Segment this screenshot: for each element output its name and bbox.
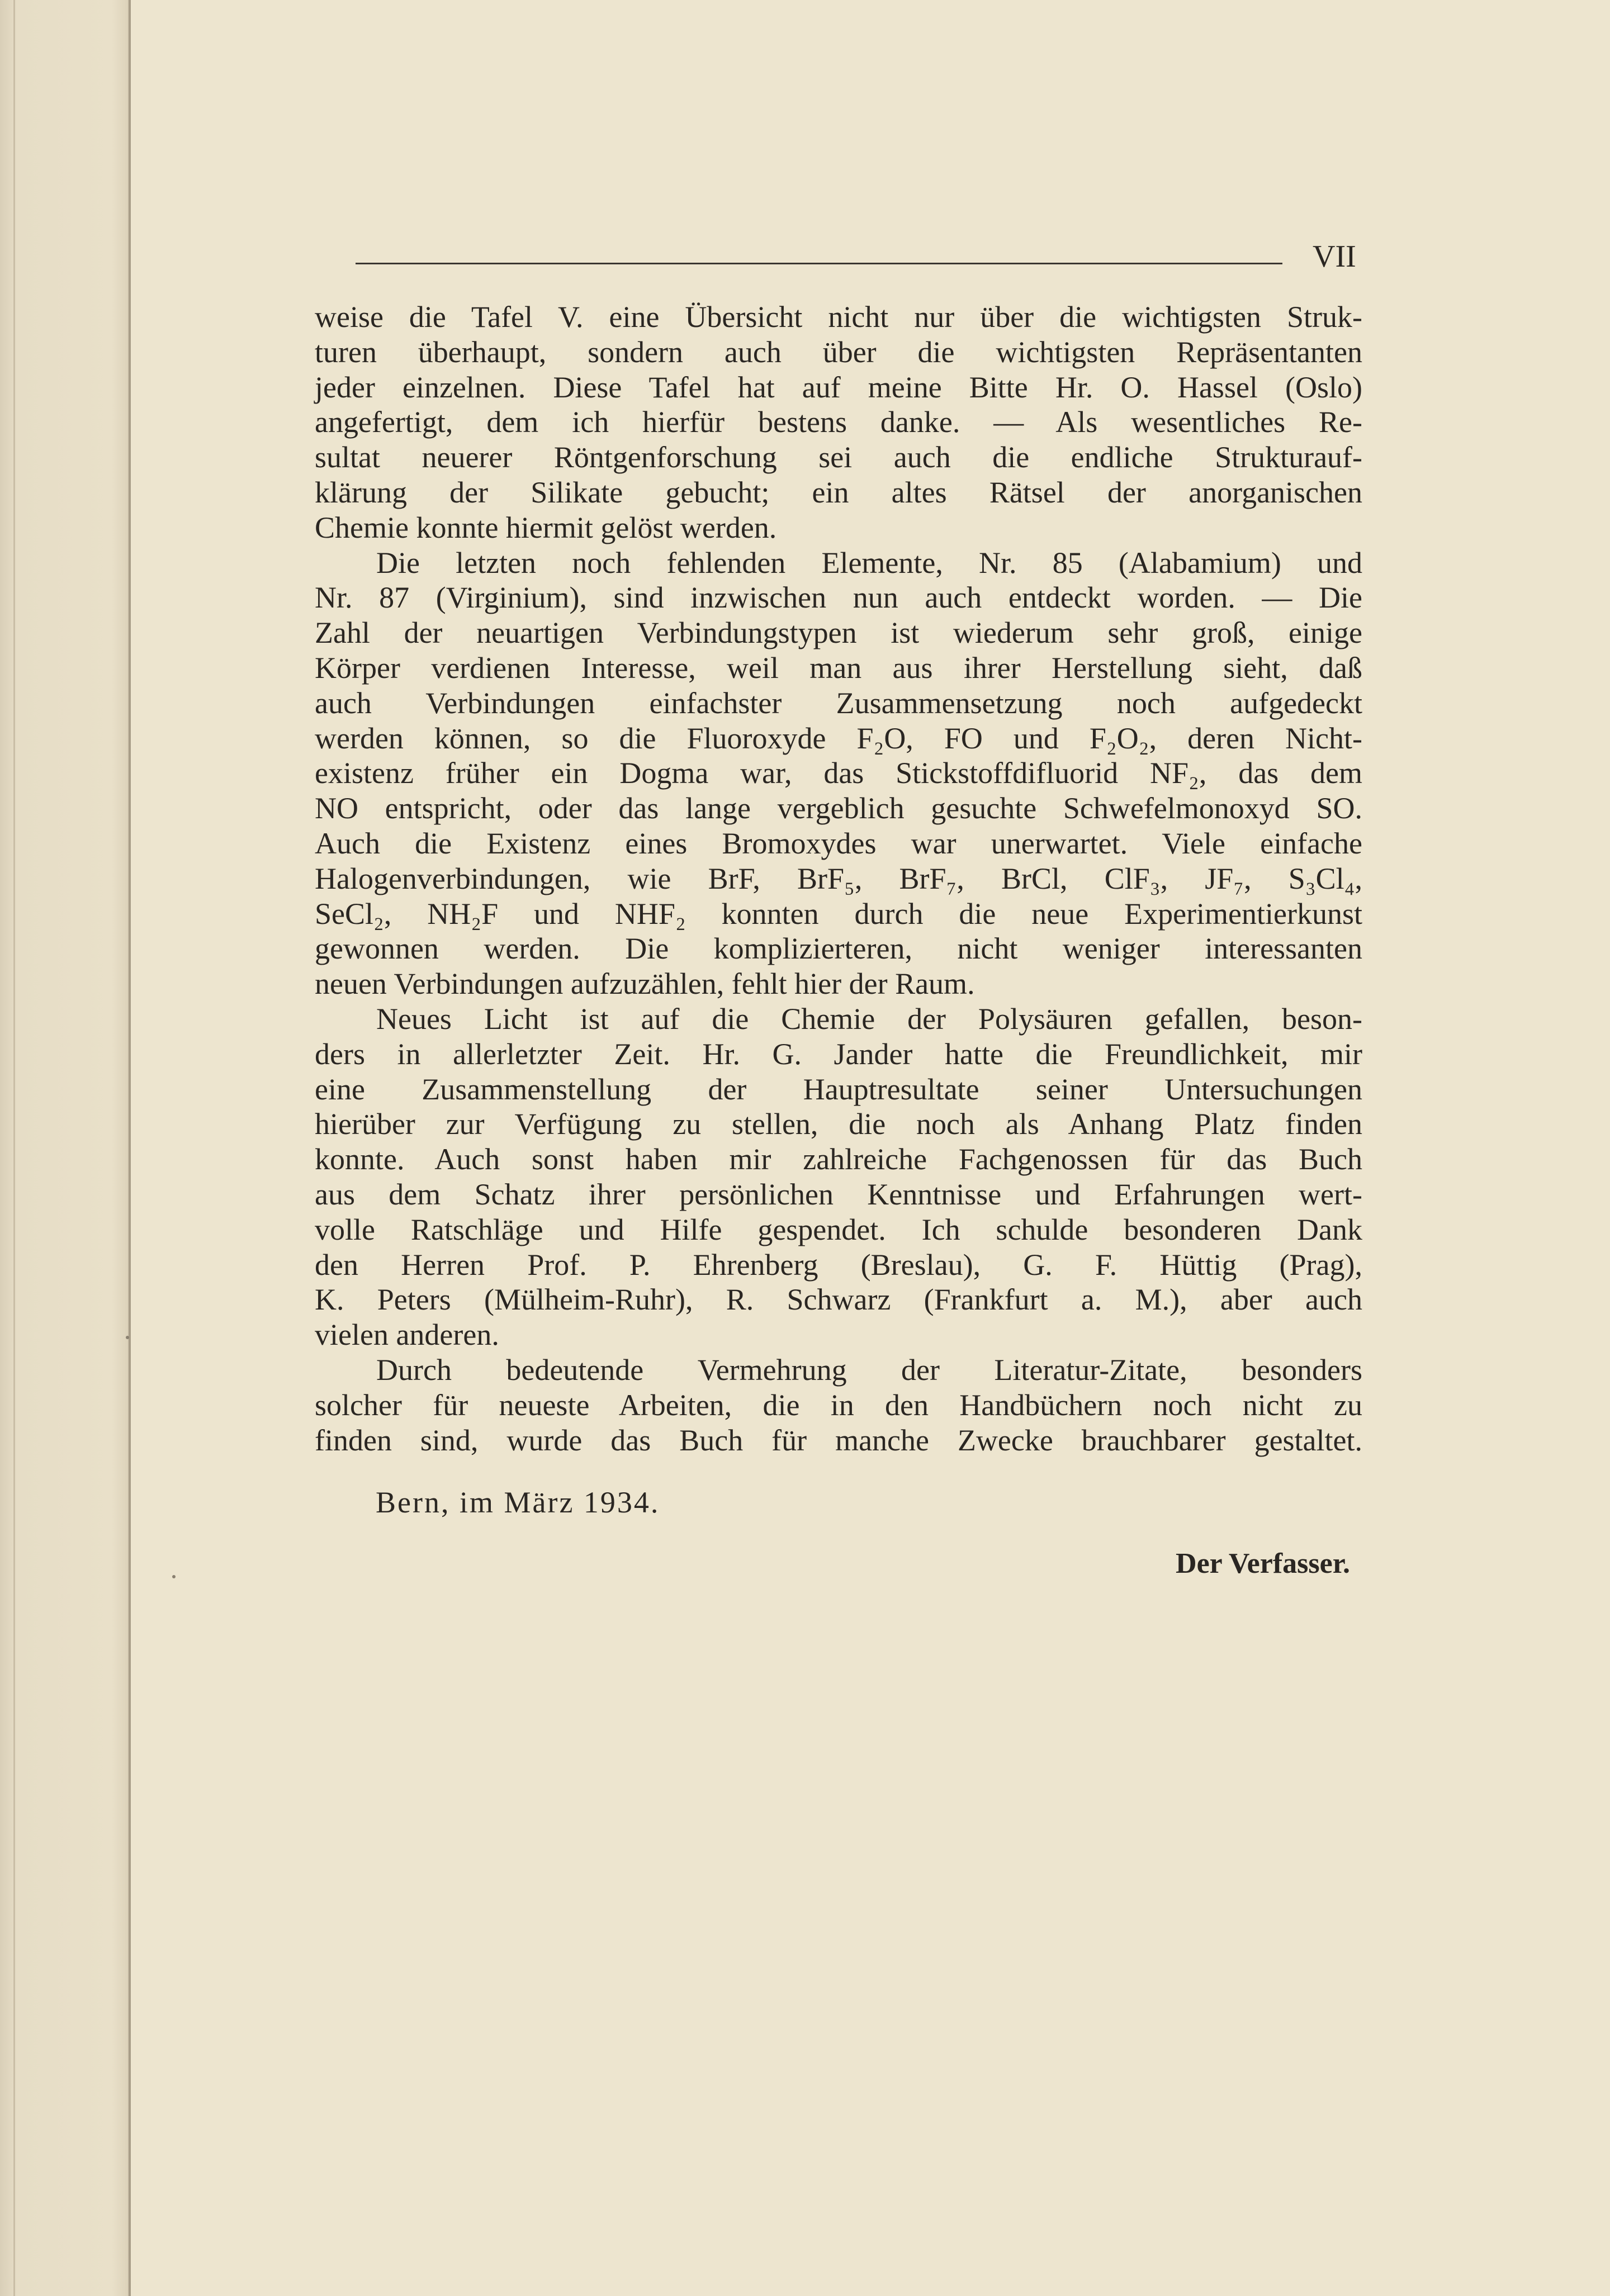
place-and-date: Bern, im März 1934. xyxy=(376,1486,660,1519)
text-line: SeCl₂, NH₂F und NHF₂ konnten durch die neue Experimentierkunst xyxy=(315,896,1362,931)
text-line: sultat neuerer Röntgenforschung sei auch die endliche Strukturauf- xyxy=(315,440,1362,475)
page-number: VII xyxy=(1313,239,1356,274)
text-line: hierüber zur Verfügung zu stellen, die noch als Anhang Platz finden xyxy=(315,1107,1362,1141)
adjacent-page-strip xyxy=(0,0,130,2296)
text-line: solcher für neueste Arbeiten, die in den Handbüchern noch nicht zu xyxy=(315,1388,1362,1422)
text-line: Körper verdienen Interesse, weil man aus ihrer Herstellung sieht, daß xyxy=(315,651,1362,685)
header-rule xyxy=(356,263,1282,264)
paragraph-start-line: Neues Licht ist auf die Chemie der Polysäuren gefallen, beson- xyxy=(376,1002,1362,1036)
text-line: aus dem Schatz ihrer persönlichen Kenntnisse und Erfahrungen wert- xyxy=(315,1177,1362,1211)
paper-speck xyxy=(172,1575,176,1578)
text-line: weise die Tafel V. eine Übersicht nicht nur über die wichtigsten Struk- xyxy=(315,300,1362,334)
paper-speck xyxy=(126,1336,129,1339)
text-line: den Herren Prof. P. Ehrenberg (Breslau), G. F. Hüttig (Prag), xyxy=(315,1247,1362,1282)
paragraph-start-line: Durch bedeutende Vermehrung der Literatur-Zitate, besonders xyxy=(376,1353,1362,1387)
text-line: auch Verbindungen einfachster Zusammensetzung noch aufgedeckt xyxy=(315,686,1362,720)
text-line: Zahl der neuartigen Verbindungstypen ist wiederum sehr groß, einige xyxy=(315,616,1362,650)
text-line: Nr. 87 (Virginium), sind inzwischen nun auch entdeckt worden. — Die xyxy=(315,581,1362,615)
text-line: turen überhaupt, sondern auch über die wichtigsten Repräsentanten xyxy=(315,335,1362,369)
text-line: ders in allerletzter Zeit. Hr. G. Jander hatte die Freundlichkeit, mir xyxy=(315,1037,1362,1071)
text-line: konnte. Auch sonst haben mir zahlreiche Fachgenossen für das Buch xyxy=(315,1142,1362,1177)
text-line: Chemie konnte hiermit gelöst werden. xyxy=(315,510,777,544)
page-edge xyxy=(129,0,131,2296)
text-line: eine Zusammenstellung der Hauptresultate seiner Untersuchungen xyxy=(315,1072,1362,1106)
text-line: Halogenverbindungen, wie BrF, BrF₅, BrF₇, BrCl, ClF₃, JF₇, S₃Cl₄, xyxy=(315,861,1362,895)
signature: Der Verfasser. xyxy=(1176,1548,1350,1579)
text-line: jeder einzelnen. Diese Tafel hat auf meine Bitte Hr. O. Hassel (Oslo) xyxy=(315,370,1362,404)
text-line: vielen anderen. xyxy=(315,1318,499,1352)
text-line: finden sind, wurde das Buch für manche Zwecke brauchbarer gestaltet. xyxy=(315,1423,1362,1457)
text-line: volle Ratschläge und Hilfe gespendet. Ich schulde besonderen Dank xyxy=(315,1212,1362,1246)
text-line: klärung der Silikate gebucht; ein altes Rätsel der anorganischen xyxy=(315,475,1362,509)
paragraph-start-line: Die letzten noch fehlenden Elemente, Nr. 85 (Alabamium) und xyxy=(376,545,1362,580)
text-line: werden können, so die Fluoroxyde F₂O, FO und F₂O₂, deren Nicht- xyxy=(315,721,1362,755)
adjacent-page-edge xyxy=(13,0,15,2296)
text-line: NO entspricht, oder das lange vergeblich gesuchte Schwefelmonoxyd SO. xyxy=(315,791,1362,826)
text-line: gewonnen werden. Die komplizierteren, nicht weniger interessanten xyxy=(315,932,1362,966)
text-line: neuen Verbindungen aufzuzählen, fehlt hier der Raum. xyxy=(315,967,975,1001)
text-line: Auch die Existenz eines Bromoxydes war unerwartet. Viele einfache xyxy=(315,826,1362,860)
text-line: existenz früher ein Dogma war, das Stickstoffdifluorid NF₂, das dem xyxy=(315,756,1362,790)
body-text xyxy=(315,300,1362,1458)
text-line: K. Peters (Mülheim-Ruhr), R. Schwarz (Frankfurt a. M.), aber auch xyxy=(315,1283,1362,1317)
text-line: angefertigt, dem ich hierfür bestens danke. — Als wesentliches Re- xyxy=(315,405,1362,439)
